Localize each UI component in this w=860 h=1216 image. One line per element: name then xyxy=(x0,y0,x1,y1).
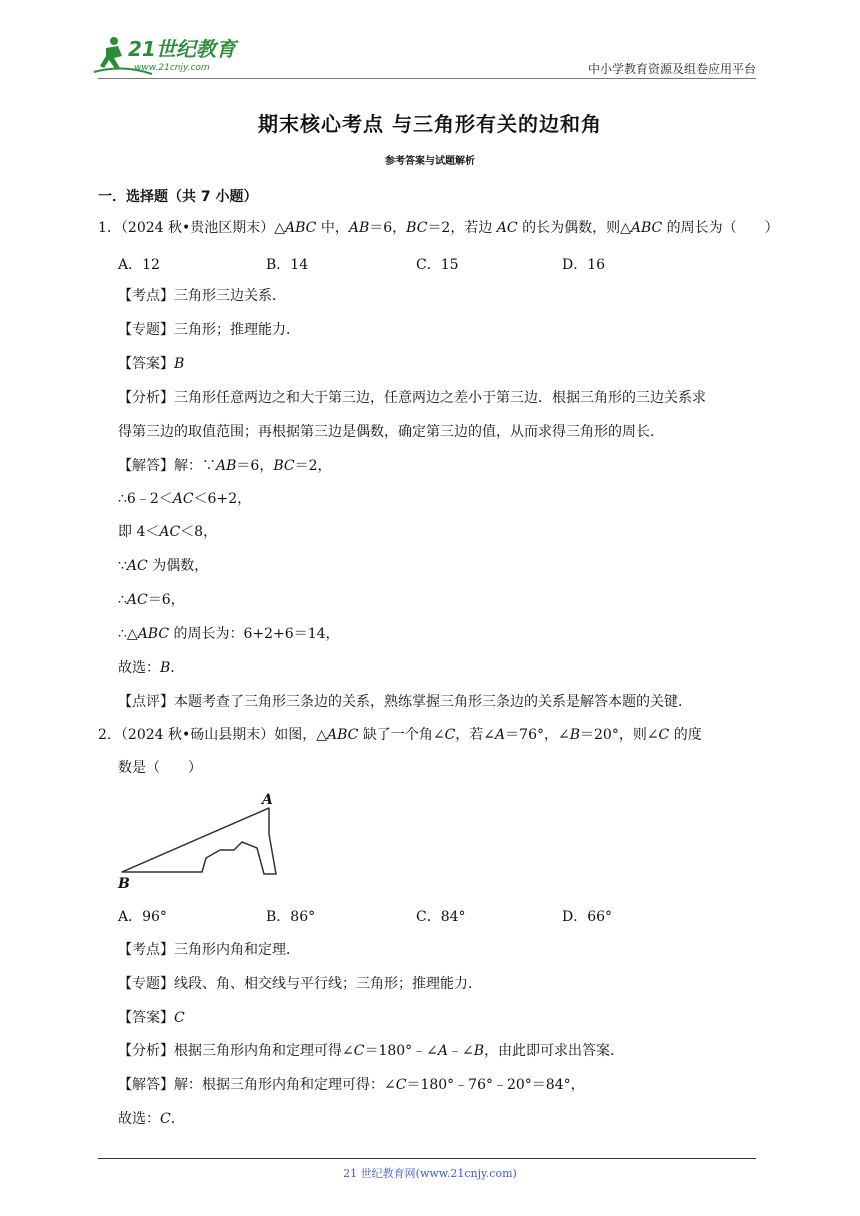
vertex-label-b: B xyxy=(118,876,130,892)
q1-zhuanti: 【专题】三角形；推理能力． xyxy=(118,322,300,338)
q2-option-a: A．96° xyxy=(118,909,167,925)
footer-link[interactable]: 21 世纪教育网(www.21cnjy.com) xyxy=(343,1167,517,1180)
q2-stem-line2: 数是（ ） xyxy=(118,760,202,776)
q2-option-d: D．66° xyxy=(562,909,613,925)
q1-solution-step3: 即 4＜AC＜8， xyxy=(118,524,218,540)
q1-answer: 【答案】B xyxy=(118,356,185,372)
page-title: 期末核心考点 与三角形有关的边和角 xyxy=(258,112,602,136)
triangle-missing-corner-shape xyxy=(122,808,276,874)
q1-option-b: B．14 xyxy=(266,257,309,273)
page-header xyxy=(0,0,860,84)
logo-21cnjy xyxy=(92,34,262,78)
q2-option-b: B．86° xyxy=(266,909,316,925)
page-subtitle: 参考答案与试题解析 xyxy=(385,156,475,167)
q1-option-d: D．16 xyxy=(562,257,606,273)
q2-option-c: C．84° xyxy=(416,909,466,925)
vertex-label-a: A xyxy=(262,792,273,808)
q2-solution: 【解答】解：根据三角形内角和定理可得：∠C＝180°﹣76°﹣20°＝84°， xyxy=(118,1077,585,1093)
q2-analysis: 【分析】根据三角形内角和定理可得∠C＝180°﹣∠A﹣∠B，由此即可求出答案． xyxy=(118,1043,625,1059)
section-heading: 一．选择题（共 7 小题） xyxy=(98,189,258,205)
q1-option-c: C．15 xyxy=(416,257,459,273)
q2-triangle-figure xyxy=(114,788,286,892)
header-platform-text: 中小学教育资源及组卷应用平台 xyxy=(587,62,756,76)
q2-zhuanti: 【专题】线段、角、相交线与平行线；三角形；推理能力． xyxy=(118,976,482,992)
q1-solution-step4: ∵AC 为偶数， xyxy=(118,558,209,574)
q1-solution-step5: ∴AC＝6， xyxy=(118,592,185,608)
q1-solution-step6: ∴△ABC 的周长为：6+2+6＝14， xyxy=(118,626,340,642)
q2-kaodian: 【考点】三角形内角和定理． xyxy=(118,942,300,958)
q1-analysis-line2: 得第三边的取值范围；再根据第三边是偶数，确定第三边的值，从而求得三角形的周长． xyxy=(118,424,664,440)
q1-kaodian: 【考点】三角形三边关系． xyxy=(118,288,286,304)
q1-solution-line1: 【解答】解：∵AB＝6，BC＝2， xyxy=(118,458,332,474)
logo-url: www.21cnjy.com xyxy=(134,63,210,73)
q2-stem-line1: 2．（2024 秋•砀山县期末）如图，△ABC 缺了一个角∠C，若∠A＝76°，∠B＝20°，则∠C 的度 xyxy=(98,727,702,743)
logo-text: 21世纪教育 xyxy=(128,37,236,61)
header-divider xyxy=(98,78,756,79)
q1-stem: 1．（2024 秋•贵池区期末）△ABC 中，AB＝6，BC＝2，若边 AC 的长为偶数，则△ABC 的周长为（ ） xyxy=(98,220,779,236)
q1-option-a: A．12 xyxy=(118,257,160,273)
q1-analysis-line1: 【分析】三角形任意两边之和大于第三边，任意两边之差小于第三边．根据三角形的三边关系求 xyxy=(118,390,706,406)
q1-solution-step7: 故选：B． xyxy=(118,660,185,676)
footer-divider xyxy=(98,1158,756,1159)
q2-answer: 【答案】C xyxy=(118,1010,185,1026)
q2-choice: 故选：C． xyxy=(118,1111,185,1127)
q1-solution-step2: ∴6﹣2＜AC＜6+2， xyxy=(118,491,252,507)
q1-comment: 【点评】本题考查了三角形三条边的关系，熟练掌握三角形三条边的关系是解答本题的关键． xyxy=(118,694,692,710)
